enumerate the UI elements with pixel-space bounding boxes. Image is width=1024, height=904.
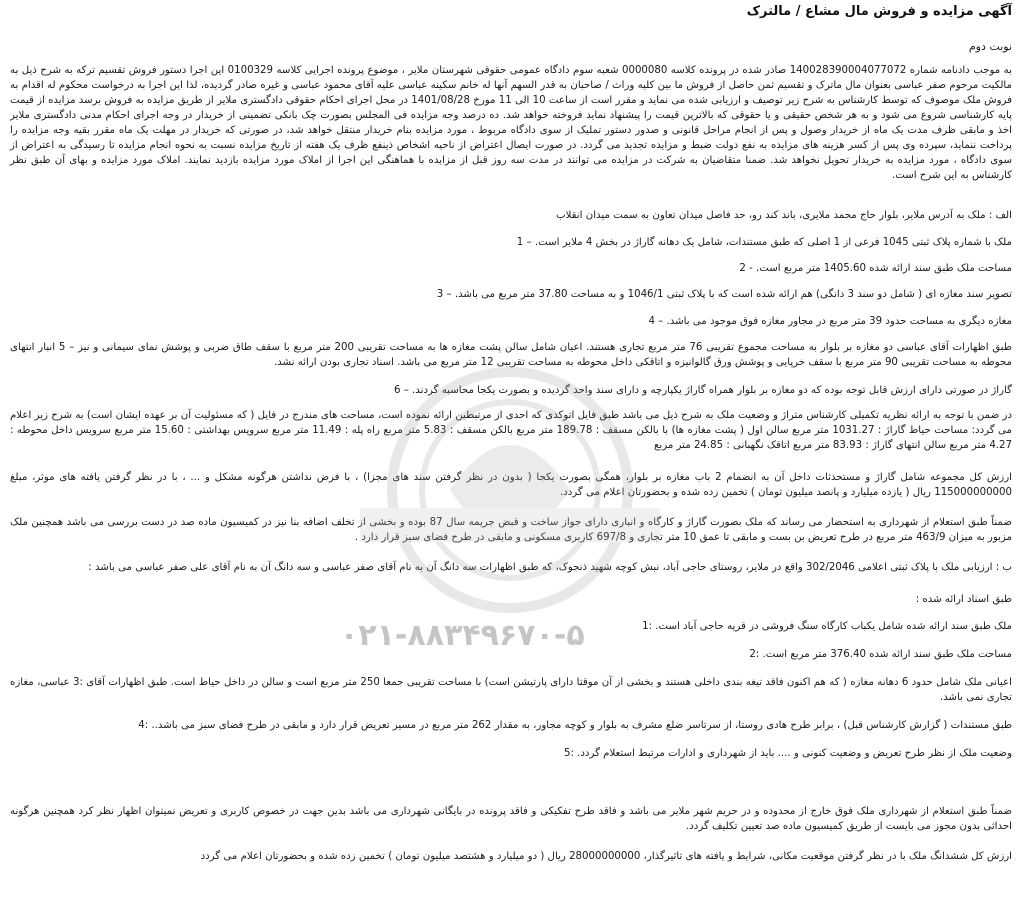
notice-title: آگهی مزایده و فروش مال مشاع / مالترک [746, 4, 1012, 19]
section-a-item-1: ملک با شماره پلاک ثبتی 1045 فرعی از 1 اصلی که طبق مستندات، شامل یک دهانه گاراژ در بخش 4 ملایر است. – 1 [516, 237, 1012, 248]
notice-round: نوبت دوم [968, 40, 1012, 53]
section-a-item-2: مساحت ملک طبق سند ارائه شده 1405.60 متر مربع است. - 2 [739, 263, 1012, 274]
section-b-item-5: وضعیت ملک از نظر طرح تعریض و وضعیت کنونی و .... باید از شهرداری و ادارات مرتبط استعلام گردد. :5 [563, 748, 1012, 759]
section-b-docs-heading: طبق اسناد ارائه شده : [915, 594, 1012, 605]
section-a-item-5: طبق اظهارات آقای عباسی دو مغازه بر بلوار به مساحت مجموع تقریبی 76 متر مربع تجاری هستند. اعیان شامل سالن پشت مغازه ها به مساحت تقریبی 200 متر مربع با سقف طاق ضربی و پوشش نمای سیمانی و نیز – 5 انبار انتهای محوطه به مساحت تقریبی 90 متر مربع با سقف خرپایی و پوشش ورق گالوانیزه و اتاقکی داخل محوطه به مساحت تقریبی 12 متر مربع می باشد. اسناد تجاری بودن ارائه نشد. [10, 342, 1012, 368]
section-a-item-4: مغازه دیگری به مساحت حدود 39 متر مربع در مجاور مغازه فوق موجود می باشد. – 4 [648, 316, 1012, 327]
section-b-item-3: اعیانی ملک شامل حدود 6 دهانه مغازه ( که هم اکنون فاقد تیغه بندی داخلی هستند و بخشی از آن موقتا دارای پارتیشن است) با مساحت تقریبی جمعا 250 متر مربع است و سالن در داخل حیاط است. طبق اظهارات آقای :3 عباسی، مغازه تجاری نمی باشد. [10, 677, 1012, 703]
section-b-valuation: ارزش کل ششدانگ ملک با در نظر گرفتن موقعیت مکانی، شرایط و یافته های تاثیرگذار، 28000000000 ریال ( دو میلیارد و هشتصد میلیون تومان ) تخمین زده شده و بحضورتان اعلام می گردد [200, 851, 1012, 862]
section-b-item-4: طبق مستندات ( گزارش کارشناس قبل) ، برابر طرح هادی روستا، از سرتاسر ضلع مشرف به بلوار و کوچه مجاور، به مقدار 262 متر مربع در مسیر تعریض قرار دارد و مابقی در طرح فضای سبز می باشد.. :4 [138, 720, 1012, 731]
section-a-item-6: گاراژ در صورتی دارای ارزش قابل توجه بوده که دو مغازه بر بلوار همراه گاراژ یکپارچه و دارای سند واحد گردیده و بصورت یکجا محاسبه گردند. – 6 [393, 385, 1012, 396]
section-b-item-2: مساحت ملک طبق سند ارائه شده 376.40 متر مربع است. :2 [749, 649, 1012, 660]
section-a-item-3: تصویر سند مغازه ای ( شامل دو سند 3 دانگی) هم ارائه شده است که با پلاک ثبتی 1046/1 و به مساحت 37.80 متر مربع می باشد. – 3 [436, 289, 1012, 300]
section-b-intro: ب : ارزیابی ملک با پلاک ثبتی اعلامی 302/2046 واقع در ملایر، روستای حاجی آباد، نبش کوچه شهید ذنجوک، که طبق اظهارات سه دانگ آن به نام آقای صفر عباسی و سه دانگ آن به نام آقای علی صفر عباسی می باشد : [88, 562, 1012, 573]
section-a-address: الف : ملک به آدرس ملایر، بلوار حاج محمد ملایری، باند کند رو، حد فاصل میدان تعاون به سمت میدان انقلاب [555, 210, 1012, 221]
intro-paragraph: به موجب دادنامه شماره 140028390004077072 صادر شده در پرونده کلاسه 0000080 شعبه سوم دادگاه عمومی حقوقی شهرستان ملایر ، موضوع پرونده اجرایی کلاسه 0100329 این اجرا دستور فروش تقسیم ترکه به شرح ذیل به مالکیت مرحوم صفر عباسی بعنوان مال ماترک و تقسیم ثمن حاصل از فروش ما بین کلیه وراث / صاحبان به قدر السهم آنها له خانم سکینه عباسی علیه آقای محمود عباسی و غیره صادر گردیده، لذا این اجرا به درخواست محکوم له اقدام به فروش ملک موصوف که توسط کارشناس به شرح زیر توصیف و ارزیابی شده می نماید و مقرر است از ساعت 10 الی 11 مورخ 1401/08/28 در محل اجرای احکام حقوقی دادگستری ملایر از طریق مزایده به فروش برسد مزایده از قیمت پایه کارشناسی شروع می شود و به هر شخص حقیقی و یا حقوقی که بالاترین قیمت را پیشنهاد نماید فروخته خواهد شد. ده درصد وجه مزایده فی المجلس بصورت چک بانکی تضمینی از خریدار در وجه اجرای احکام مدنی دادگستری ملایر اخذ و مابقی ظرف مدت یک ماه از خریدار وصول و پس از انجام مراحل قانونی و صدور دستور تملیک از سوی دادگاه مربوط ، مورد مزایده بنام خریدار منتقل خواهد شد، در صورتی که خریدار در مهلت یک ماه مقرر بقیه وجه مزایده را پرداخت ننماید، سپرده وی پس از کسر هزینه های مزایده به نفع دولت ضبط و مزایده تجدید می گردد. در صورت ایصال اعتراض از ناحیه اشخاص ذینفع ظرف یک هفته از تاریخ مزایده نسبت به نحوه انجام مزایده تا رسیدگی به اعتراض از سوی دادگاه ، مورد مزایده به خریدار تحویل نخواهد شد. ضمنا متقاضیان به شرکت در مزایده می توانند در مدت سه روز قبل از مزایده با هماهنگی این اجرا از املاک مورد مزایده بازدید نمایند. املاک مورد مزایده و بهای آن طبق نظر کارشناس به این شرح است. [10, 65, 1013, 181]
section-a-expert-areas: در ضمن با توجه به ارائه نظریه تکمیلی کارشناس متراژ و وضعیت ملک به شرح ذیل می باشد طبق فایل اتوکدی که احدی از مرتبطین ارائه نموده است، مساحت های مندرج در فایل ( که مسئولیت آن بر عهده ایشان است) به شرح زیر اعلام می گردد: مساحت حیاط گاراژ : 1031.27 متر مربع سالن اول ( پشت مغازه ها) با بالکن مسقف : 189.78 متر مربع بالکن مسقف : 5.83 متر مربع راه پله : 11.49 متر مربع سرویس بهداشتی : 15.60 متر مربع سرویس داخل محوطه : 4.27 متر مربع سالن انتهای گاراژ : 83.93 متر مربع اتاقک نگهبانی : 24.85 متر مربع [10, 410, 1012, 451]
section-b-municipality-note: ضمناً طبق استعلام از شهرداری ملک فوق خارج از محدوده و در حریم شهر ملایر می باشد و فاقد طرح تفکیکی و فاقد پرونده در بایگانی شهرداری می باشد بدین جهت در خصوص کاربری و تعریض نمیتوان اظهار نظر کرد همچنین هرگونه احداثی بدون مجوز می بایست از طریق کمیسیون ماده صد تعیین تکلیف گردد. [10, 806, 1012, 832]
section-b-item-1: ملک طبق سند ارائه شده شامل یکباب کارگاه سنگ فروشی در قریه حاجی آباد است. :1 [642, 621, 1012, 632]
section-a-valuation: ارزش کل مجموعه شامل گاراژ و مستحدثات داخل آن به انضمام 2 باب مغازه بر بلوار، همگی بصورت یکجا ( بدون در نظر گرفتن سند های مجزا) ، با فرض نداشتن هرگونه مشکل و ... ، با در نظر گرفتن یافته های موثر، مبلغ 115000000000 ریال ( یازده میلیارد و پانصد میلیون تومان ) تخمین زده شده و بحضورتان اعلام می گردد. [10, 472, 1012, 498]
section-a-municipality-note: ضمناً طبق استعلام از شهرداری به استحضار می رساند که ملک بصورت گاراژ و کارگاه و انباری دارای جواز ساخت و قبض جریمه سال 87 بوده و بخشی از تخلف اضافه بنا نیز در کمیسیون ماده صد در دست بررسی می باشد همچنین ملک مزبور به میزان 463/9 متر مربع در طرح تعریض بن بست و مابقی تا عمق 10 متر تجاری و 697/8 کاربری مسکونی و مابقی در طرح فضای سبز قرار دارد . [10, 517, 1012, 543]
watermark-phone: ۰۲۱-۸۸۳۴۹۶۷۰-۵ [340, 618, 585, 653]
